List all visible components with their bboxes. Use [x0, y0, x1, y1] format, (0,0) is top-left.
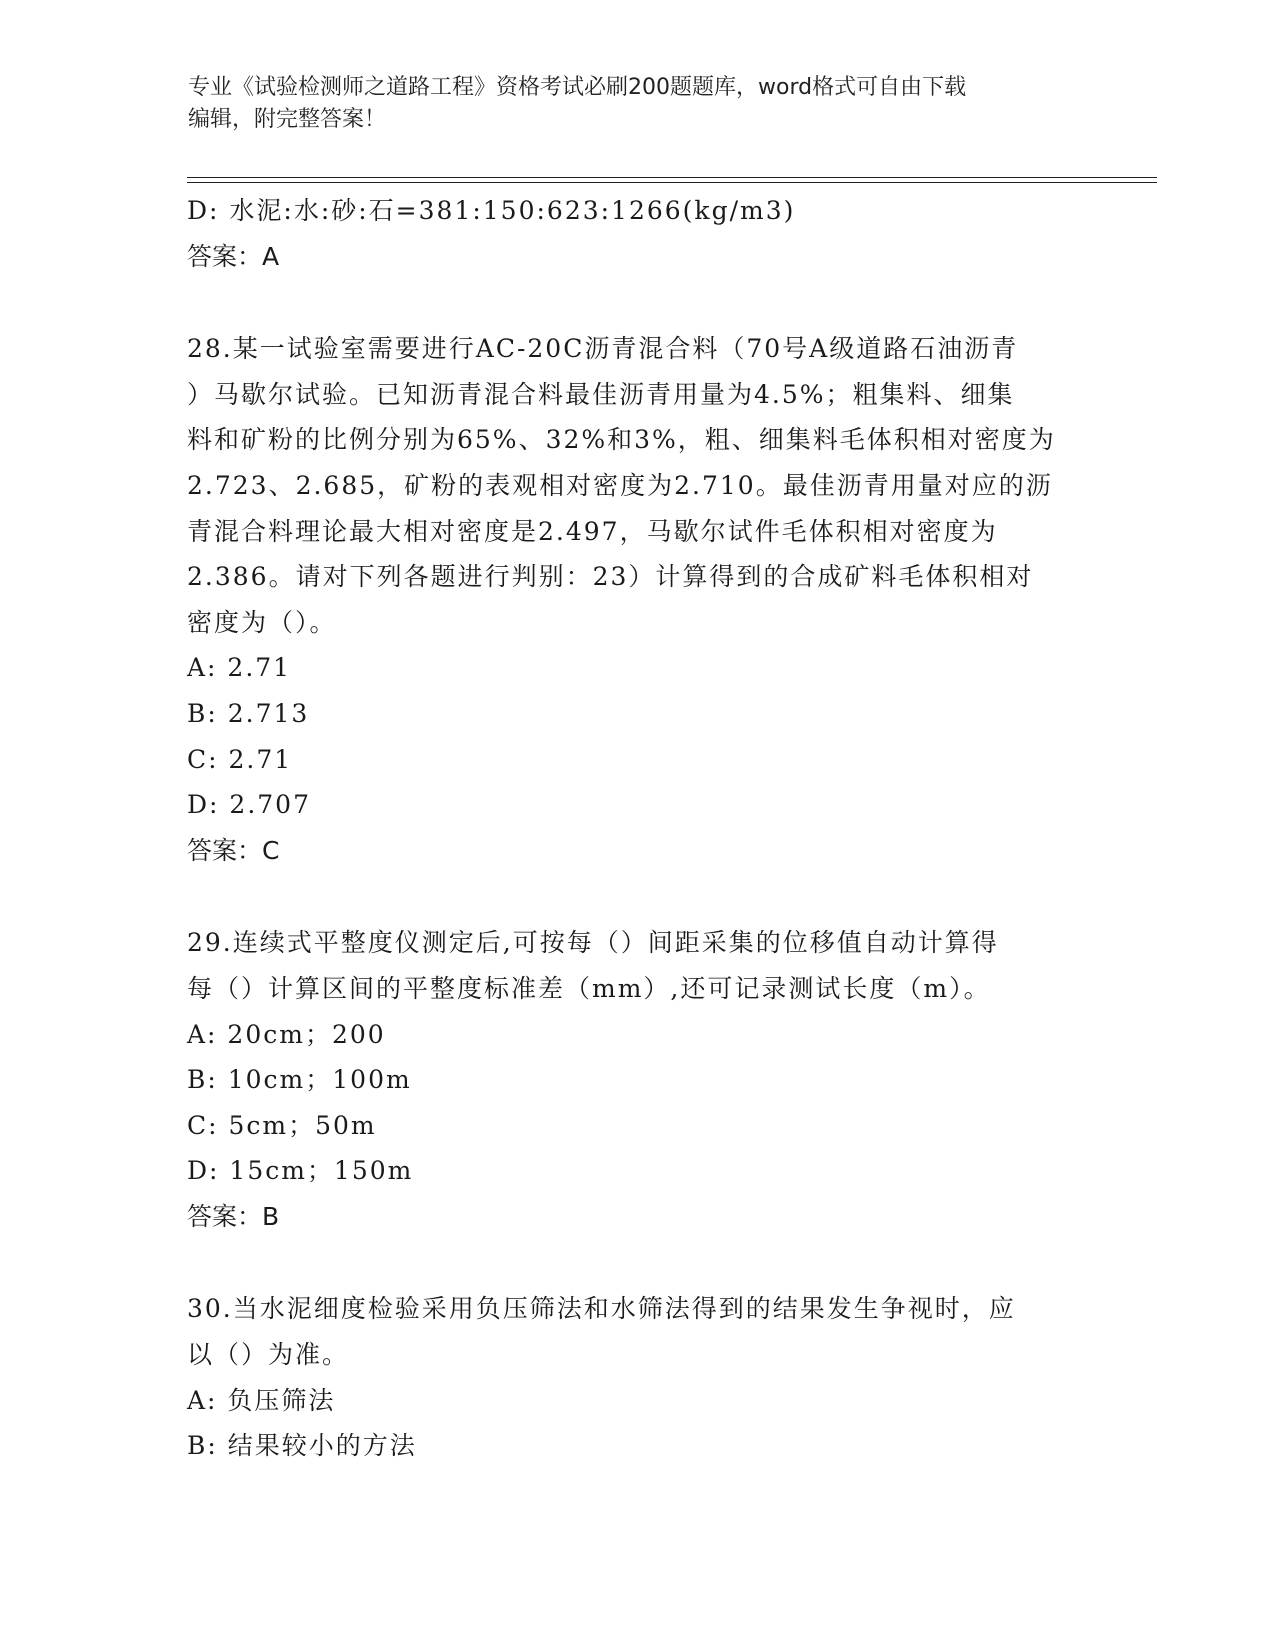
header-line-1: 专业《试验检测师之道路工程》资格考试必刷200题题库，word格式可自由下载 [188, 75, 967, 100]
question-29 [187, 920, 1087, 1239]
option-b: B: 结果较小的方法 [187, 1431, 417, 1461]
page-header [188, 72, 1088, 136]
document-body [187, 188, 1087, 1469]
question-text-line: 28.某一试验室需要进行AC-20C沥青混合料（70号A级道路石油沥青 [187, 334, 1019, 364]
question-text-line: 2.723、2.685，矿粉的表观相对密度为2.710。最佳沥青用量对应的沥 [187, 470, 1053, 500]
header-divider-bottom [187, 182, 1157, 183]
answer-29: 答案：B [187, 1201, 280, 1231]
question-text-line: ）马歇尔试验。已知沥青混合料最佳沥青用量为4.5%；粗集料、细集 [187, 379, 1015, 409]
option-a: A: 20cm；200 [187, 1019, 386, 1049]
question-text-line: 以（）为准。 [187, 1340, 350, 1370]
option-b: B: 2.713 [187, 698, 310, 728]
question-text-line: 密度为（）。 [187, 607, 337, 637]
option-c: C: 2.71 [187, 744, 293, 774]
option-d: D: 2.707 [187, 790, 311, 820]
question-text-line: 料和矿粉的比例分别为65%、32%和3%，粗、细集料毛体积相对密度为 [187, 425, 1056, 455]
question-text-line: 30.当水泥细度检验采用负压筛法和水筛法得到的结果发生争视时，应 [187, 1294, 1016, 1324]
header-divider-top [187, 177, 1157, 178]
question-text-line: 每（）计算区间的平整度标准差（mm）,还可记录测试长度（m）。 [187, 973, 991, 1003]
answer-28: 答案：C [187, 835, 280, 865]
header-line-2: 编辑，附完整答案！ [188, 107, 387, 132]
question-text-line: 青混合料理论最大相对密度是2.497，马歇尔试件毛体积相对密度为 [187, 516, 998, 546]
question-text-line: 2.386。请对下列各题进行判别：23）计算得到的合成矿料毛体积相对 [187, 562, 1034, 592]
question-text-line: 29.连续式平整度仪测定后,可按每（）间距采集的位移值自动计算得 [187, 928, 999, 958]
question-30 [187, 1286, 1087, 1468]
option-a: A: 2.71 [187, 653, 292, 683]
prev-option-d: D: 水泥:水:砂:石=381:150:623:1266(kg/m3) [187, 196, 796, 225]
question-28 [187, 326, 1087, 873]
option-d: D: 15cm；150m [187, 1156, 414, 1186]
option-b: B: 10cm；100m [187, 1065, 412, 1095]
option-a: A: 负压筛法 [187, 1385, 336, 1415]
prev-answer: 答案：A [187, 241, 280, 271]
option-c: C: 5cm；50m [187, 1110, 377, 1140]
